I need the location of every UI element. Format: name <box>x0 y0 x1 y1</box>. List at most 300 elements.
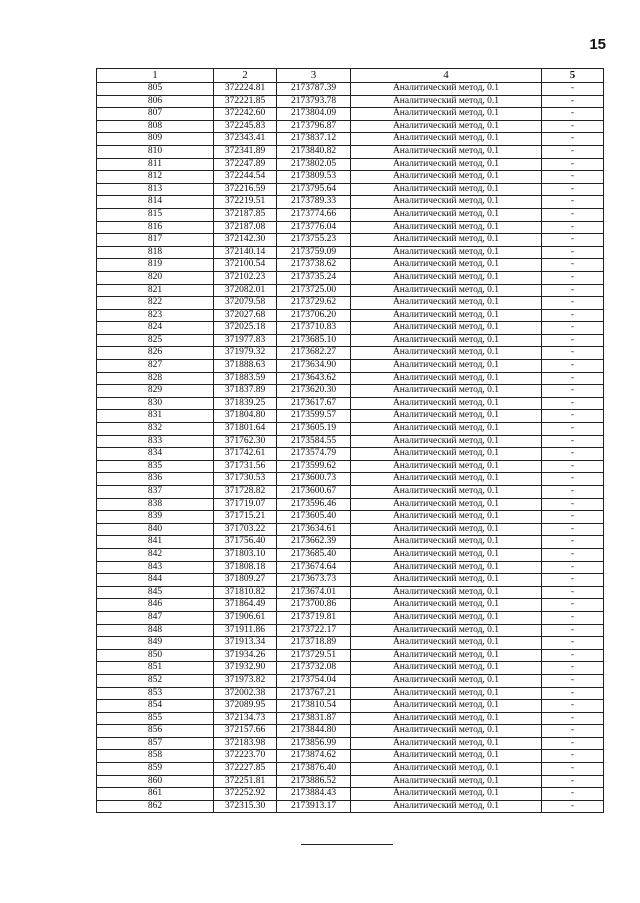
point-number-cell: 833 <box>97 435 214 448</box>
x-coordinate-cell: 371715.21 <box>214 511 277 524</box>
description-cell: - <box>542 712 604 725</box>
description-cell: - <box>542 259 604 272</box>
x-coordinate-cell: 371801.64 <box>214 423 277 436</box>
method-cell: Аналитический метод, 0.1 <box>351 586 542 599</box>
table-row <box>97 423 604 436</box>
point-number-cell: 816 <box>97 221 214 234</box>
x-coordinate-cell: 371911.86 <box>214 624 277 637</box>
description-cell: - <box>542 548 604 561</box>
point-number-cell: 859 <box>97 763 214 776</box>
x-coordinate-cell: 372221.85 <box>214 95 277 108</box>
y-coordinate-cell: 2173719.81 <box>277 611 351 624</box>
y-coordinate-cell: 2173738.62 <box>277 259 351 272</box>
description-cell: - <box>542 360 604 373</box>
table-row <box>97 322 604 335</box>
x-coordinate-cell: 372140.14 <box>214 246 277 259</box>
method-cell: Аналитический метод, 0.1 <box>351 385 542 398</box>
method-cell: Аналитический метод, 0.1 <box>351 548 542 561</box>
description-cell: - <box>542 246 604 259</box>
description-cell: - <box>542 435 604 448</box>
description-cell: - <box>542 649 604 662</box>
method-cell: Аналитический метод, 0.1 <box>351 725 542 738</box>
y-coordinate-cell: 2173599.62 <box>277 460 351 473</box>
column-header-point-number: 1 <box>97 69 214 83</box>
description-cell: - <box>542 95 604 108</box>
x-coordinate-cell: 371913.34 <box>214 637 277 650</box>
method-cell: Аналитический метод, 0.1 <box>351 763 542 776</box>
x-coordinate-cell: 372224.81 <box>214 83 277 96</box>
point-number-cell: 813 <box>97 183 214 196</box>
point-number-cell: 815 <box>97 208 214 221</box>
x-coordinate-cell: 372187.08 <box>214 221 277 234</box>
y-coordinate-cell: 2173796.87 <box>277 120 351 133</box>
description-cell: - <box>542 284 604 297</box>
y-coordinate-cell: 2173729.62 <box>277 297 351 310</box>
x-coordinate-cell: 371728.82 <box>214 486 277 499</box>
description-cell: - <box>542 511 604 524</box>
description-cell: - <box>542 208 604 221</box>
x-coordinate-cell: 372183.98 <box>214 737 277 750</box>
description-cell: - <box>542 423 604 436</box>
table-row <box>97 120 604 133</box>
point-number-cell: 828 <box>97 372 214 385</box>
description-cell: - <box>542 183 604 196</box>
method-cell: Аналитический метод, 0.1 <box>351 712 542 725</box>
point-number-cell: 832 <box>97 423 214 436</box>
y-coordinate-cell: 2173795.64 <box>277 183 351 196</box>
x-coordinate-cell: 372157.66 <box>214 725 277 738</box>
method-cell: Аналитический метод, 0.1 <box>351 108 542 121</box>
table-row <box>97 662 604 675</box>
y-coordinate-cell: 2173776.04 <box>277 221 351 234</box>
point-number-cell: 830 <box>97 397 214 410</box>
x-coordinate-cell: 371906.61 <box>214 611 277 624</box>
method-cell: Аналитический метод, 0.1 <box>351 95 542 108</box>
y-coordinate-cell: 2173685.10 <box>277 334 351 347</box>
y-coordinate-cell: 2173685.40 <box>277 548 351 561</box>
y-coordinate-cell: 2173837.12 <box>277 133 351 146</box>
y-coordinate-cell: 2173787.39 <box>277 83 351 96</box>
point-number-cell: 852 <box>97 674 214 687</box>
y-coordinate-cell: 2173755.23 <box>277 234 351 247</box>
table-row <box>97 108 604 121</box>
method-cell: Аналитический метод, 0.1 <box>351 750 542 763</box>
method-cell: Аналитический метод, 0.1 <box>351 775 542 788</box>
method-cell: Аналитический метод, 0.1 <box>351 687 542 700</box>
x-coordinate-cell: 371742.61 <box>214 448 277 461</box>
table-row <box>97 574 604 587</box>
x-coordinate-cell: 372251.81 <box>214 775 277 788</box>
method-cell: Аналитический метод, 0.1 <box>351 637 542 650</box>
table-row <box>97 221 604 234</box>
y-coordinate-cell: 2173793.78 <box>277 95 351 108</box>
point-number-cell: 835 <box>97 460 214 473</box>
x-coordinate-cell: 371756.40 <box>214 536 277 549</box>
point-number-cell: 817 <box>97 234 214 247</box>
x-coordinate-cell: 372341.89 <box>214 145 277 158</box>
y-coordinate-cell: 2173662.39 <box>277 536 351 549</box>
point-number-cell: 834 <box>97 448 214 461</box>
y-coordinate-cell: 2173886.52 <box>277 775 351 788</box>
point-number-cell: 849 <box>97 637 214 650</box>
description-cell: - <box>542 171 604 184</box>
table-row <box>97 435 604 448</box>
table-row <box>97 649 604 662</box>
y-coordinate-cell: 2173682.27 <box>277 347 351 360</box>
description-cell: - <box>542 145 604 158</box>
y-coordinate-cell: 2173722.17 <box>277 624 351 637</box>
x-coordinate-cell: 371977.83 <box>214 334 277 347</box>
point-number-cell: 858 <box>97 750 214 763</box>
description-cell: - <box>542 700 604 713</box>
point-number-cell: 808 <box>97 120 214 133</box>
description-cell: - <box>542 586 604 599</box>
y-coordinate-cell: 2173718.89 <box>277 637 351 650</box>
table-row <box>97 208 604 221</box>
point-number-cell: 831 <box>97 410 214 423</box>
method-cell: Аналитический метод, 0.1 <box>351 737 542 750</box>
method-cell: Аналитический метод, 0.1 <box>351 259 542 272</box>
table-row <box>97 561 604 574</box>
table-row <box>97 624 604 637</box>
y-coordinate-cell: 2173876.40 <box>277 763 351 776</box>
table-row <box>97 271 604 284</box>
table-row <box>97 448 604 461</box>
y-coordinate-cell: 2173856.99 <box>277 737 351 750</box>
y-coordinate-cell: 2173844.80 <box>277 725 351 738</box>
point-number-cell: 810 <box>97 145 214 158</box>
y-coordinate-cell: 2173617.67 <box>277 397 351 410</box>
x-coordinate-cell: 371809.27 <box>214 574 277 587</box>
y-coordinate-cell: 2173759.09 <box>277 246 351 259</box>
method-cell: Аналитический метод, 0.1 <box>351 171 542 184</box>
point-number-cell: 848 <box>97 624 214 637</box>
x-coordinate-cell: 372027.68 <box>214 309 277 322</box>
y-coordinate-cell: 2173840.82 <box>277 145 351 158</box>
x-coordinate-cell: 371762.30 <box>214 435 277 448</box>
point-number-cell: 818 <box>97 246 214 259</box>
x-coordinate-cell: 372245.83 <box>214 120 277 133</box>
x-coordinate-cell: 371934.26 <box>214 649 277 662</box>
method-cell: Аналитический метод, 0.1 <box>351 360 542 373</box>
method-cell: Аналитический метод, 0.1 <box>351 536 542 549</box>
point-number-cell: 824 <box>97 322 214 335</box>
y-coordinate-cell: 2173620.30 <box>277 385 351 398</box>
table-row <box>97 397 604 410</box>
description-cell: - <box>542 498 604 511</box>
description-cell: - <box>542 397 604 410</box>
y-coordinate-cell: 2173674.64 <box>277 561 351 574</box>
x-coordinate-cell: 371703.22 <box>214 523 277 536</box>
point-number-cell: 811 <box>97 158 214 171</box>
y-coordinate-cell: 2173767.21 <box>277 687 351 700</box>
table-row <box>97 410 604 423</box>
column-header-y: 3 <box>277 69 351 83</box>
description-cell: - <box>542 473 604 486</box>
x-coordinate-cell: 371888.63 <box>214 360 277 373</box>
point-number-cell: 809 <box>97 133 214 146</box>
method-cell: Аналитический метод, 0.1 <box>351 624 542 637</box>
x-coordinate-cell: 372002.38 <box>214 687 277 700</box>
description-cell: - <box>542 83 604 96</box>
description-cell: - <box>542 763 604 776</box>
description-cell: - <box>542 120 604 133</box>
description-cell: - <box>542 460 604 473</box>
x-coordinate-cell: 372079.58 <box>214 297 277 310</box>
method-cell: Аналитический метод, 0.1 <box>351 145 542 158</box>
y-coordinate-cell: 2173643.62 <box>277 372 351 385</box>
x-coordinate-cell: 371864.49 <box>214 599 277 612</box>
description-cell: - <box>542 334 604 347</box>
x-coordinate-cell: 371804.80 <box>214 410 277 423</box>
point-number-cell: 844 <box>97 574 214 587</box>
description-cell: - <box>542 611 604 624</box>
table-row <box>97 297 604 310</box>
method-cell: Аналитический метод, 0.1 <box>351 649 542 662</box>
description-cell: - <box>542 788 604 801</box>
table-row <box>97 234 604 247</box>
point-number-cell: 862 <box>97 800 214 813</box>
method-cell: Аналитический метод, 0.1 <box>351 498 542 511</box>
description-cell: - <box>542 750 604 763</box>
table-row <box>97 536 604 549</box>
y-coordinate-cell: 2173729.51 <box>277 649 351 662</box>
table-row <box>97 133 604 146</box>
point-number-cell: 856 <box>97 725 214 738</box>
table-row <box>97 372 604 385</box>
point-number-cell: 843 <box>97 561 214 574</box>
method-cell: Аналитический метод, 0.1 <box>351 334 542 347</box>
description-cell: - <box>542 662 604 675</box>
table-row <box>97 523 604 536</box>
table-row <box>97 637 604 650</box>
point-number-cell: 855 <box>97 712 214 725</box>
y-coordinate-cell: 2173605.40 <box>277 511 351 524</box>
description-cell: - <box>542 523 604 536</box>
description-cell: - <box>542 133 604 146</box>
table-row <box>97 800 604 813</box>
description-cell: - <box>542 599 604 612</box>
x-coordinate-cell: 372223.70 <box>214 750 277 763</box>
table-row <box>97 196 604 209</box>
description-cell: - <box>542 800 604 813</box>
point-number-cell: 837 <box>97 486 214 499</box>
x-coordinate-cell: 372142.30 <box>214 234 277 247</box>
x-coordinate-cell: 372187.85 <box>214 208 277 221</box>
table-row <box>97 687 604 700</box>
y-coordinate-cell: 2173789.33 <box>277 196 351 209</box>
y-coordinate-cell: 2173735.24 <box>277 271 351 284</box>
point-number-cell: 853 <box>97 687 214 700</box>
table-row <box>97 83 604 96</box>
table-row <box>97 246 604 259</box>
table-row <box>97 700 604 713</box>
x-coordinate-cell: 372089.95 <box>214 700 277 713</box>
table-row <box>97 473 604 486</box>
point-number-cell: 847 <box>97 611 214 624</box>
description-cell: - <box>542 725 604 738</box>
description-cell: - <box>542 737 604 750</box>
table-row <box>97 95 604 108</box>
column-header-x: 2 <box>214 69 277 83</box>
table-row <box>97 498 604 511</box>
method-cell: Аналитический метод, 0.1 <box>351 486 542 499</box>
method-cell: Аналитический метод, 0.1 <box>351 183 542 196</box>
method-cell: Аналитический метод, 0.1 <box>351 221 542 234</box>
x-coordinate-cell: 371979.32 <box>214 347 277 360</box>
description-cell: - <box>542 196 604 209</box>
x-coordinate-cell: 372227.85 <box>214 763 277 776</box>
y-coordinate-cell: 2173831.87 <box>277 712 351 725</box>
x-coordinate-cell: 372244.54 <box>214 171 277 184</box>
method-cell: Аналитический метод, 0.1 <box>351 788 542 801</box>
point-number-cell: 814 <box>97 196 214 209</box>
x-coordinate-cell: 371803.10 <box>214 548 277 561</box>
y-coordinate-cell: 2173802.05 <box>277 158 351 171</box>
point-number-cell: 854 <box>97 700 214 713</box>
x-coordinate-cell: 372315.30 <box>214 800 277 813</box>
page-number: 15 <box>589 36 606 53</box>
y-coordinate-cell: 2173754.04 <box>277 674 351 687</box>
y-coordinate-cell: 2173605.19 <box>277 423 351 436</box>
x-coordinate-cell: 371973.82 <box>214 674 277 687</box>
y-coordinate-cell: 2173804.09 <box>277 108 351 121</box>
method-cell: Аналитический метод, 0.1 <box>351 196 542 209</box>
point-number-cell: 823 <box>97 309 214 322</box>
table-header-row <box>97 69 604 83</box>
method-cell: Аналитический метод, 0.1 <box>351 246 542 259</box>
x-coordinate-cell: 372247.89 <box>214 158 277 171</box>
method-cell: Аналитический метод, 0.1 <box>351 133 542 146</box>
x-coordinate-cell: 372100.54 <box>214 259 277 272</box>
description-cell: - <box>542 637 604 650</box>
y-coordinate-cell: 2173710.83 <box>277 322 351 335</box>
description-cell: - <box>542 322 604 335</box>
description-cell: - <box>542 221 604 234</box>
table-row <box>97 158 604 171</box>
description-cell: - <box>542 775 604 788</box>
method-cell: Аналитический метод, 0.1 <box>351 271 542 284</box>
method-cell: Аналитический метод, 0.1 <box>351 208 542 221</box>
point-number-cell: 827 <box>97 360 214 373</box>
method-cell: Аналитический метод, 0.1 <box>351 511 542 524</box>
y-coordinate-cell: 2173874.62 <box>277 750 351 763</box>
point-number-cell: 860 <box>97 775 214 788</box>
x-coordinate-cell: 372242.60 <box>214 108 277 121</box>
y-coordinate-cell: 2173600.67 <box>277 486 351 499</box>
point-number-cell: 836 <box>97 473 214 486</box>
method-cell: Аналитический метод, 0.1 <box>351 120 542 133</box>
description-cell: - <box>542 297 604 310</box>
description-cell: - <box>542 309 604 322</box>
table-row <box>97 486 604 499</box>
footer-rule <box>301 844 393 845</box>
method-cell: Аналитический метод, 0.1 <box>351 347 542 360</box>
description-cell: - <box>542 687 604 700</box>
method-cell: Аналитический метод, 0.1 <box>351 460 542 473</box>
coordinates-table <box>96 68 604 813</box>
method-cell: Аналитический метод, 0.1 <box>351 561 542 574</box>
method-cell: Аналитический метод, 0.1 <box>351 397 542 410</box>
point-number-cell: 812 <box>97 171 214 184</box>
table-row <box>97 511 604 524</box>
x-coordinate-cell: 372134.73 <box>214 712 277 725</box>
method-cell: Аналитический метод, 0.1 <box>351 83 542 96</box>
table-row <box>97 788 604 801</box>
x-coordinate-cell: 371731.56 <box>214 460 277 473</box>
point-number-cell: 850 <box>97 649 214 662</box>
table-row <box>97 586 604 599</box>
method-cell: Аналитический метод, 0.1 <box>351 611 542 624</box>
table-row <box>97 360 604 373</box>
y-coordinate-cell: 2173674.01 <box>277 586 351 599</box>
point-number-cell: 819 <box>97 259 214 272</box>
x-coordinate-cell: 372219.51 <box>214 196 277 209</box>
point-number-cell: 842 <box>97 548 214 561</box>
point-number-cell: 806 <box>97 95 214 108</box>
method-cell: Аналитический метод, 0.1 <box>351 234 542 247</box>
table-row <box>97 712 604 725</box>
point-number-cell: 822 <box>97 297 214 310</box>
method-cell: Аналитический метод, 0.1 <box>351 297 542 310</box>
description-cell: - <box>542 674 604 687</box>
point-number-cell: 807 <box>97 108 214 121</box>
y-coordinate-cell: 2173584.55 <box>277 435 351 448</box>
table-row <box>97 611 604 624</box>
method-cell: Аналитический метод, 0.1 <box>351 158 542 171</box>
y-coordinate-cell: 2173599.57 <box>277 410 351 423</box>
table-row <box>97 309 604 322</box>
method-cell: Аналитический метод, 0.1 <box>351 448 542 461</box>
x-coordinate-cell: 371932.90 <box>214 662 277 675</box>
description-cell: - <box>542 385 604 398</box>
y-coordinate-cell: 2173884.43 <box>277 788 351 801</box>
table-row <box>97 775 604 788</box>
description-cell: - <box>542 372 604 385</box>
table-row <box>97 674 604 687</box>
method-cell: Аналитический метод, 0.1 <box>351 309 542 322</box>
table-row <box>97 750 604 763</box>
table-row <box>97 548 604 561</box>
description-cell: - <box>542 158 604 171</box>
x-coordinate-cell: 372025.18 <box>214 322 277 335</box>
y-coordinate-cell: 2173725.00 <box>277 284 351 297</box>
method-cell: Аналитический метод, 0.1 <box>351 599 542 612</box>
method-cell: Аналитический метод, 0.1 <box>351 700 542 713</box>
method-cell: Аналитический метод, 0.1 <box>351 473 542 486</box>
method-cell: Аналитический метод, 0.1 <box>351 523 542 536</box>
point-number-cell: 851 <box>97 662 214 675</box>
table-row <box>97 183 604 196</box>
point-number-cell: 861 <box>97 788 214 801</box>
point-number-cell: 840 <box>97 523 214 536</box>
point-number-cell: 839 <box>97 511 214 524</box>
method-cell: Аналитический метод, 0.1 <box>351 662 542 675</box>
point-number-cell: 825 <box>97 334 214 347</box>
table-row <box>97 599 604 612</box>
y-coordinate-cell: 2173706.20 <box>277 309 351 322</box>
table-row <box>97 284 604 297</box>
y-coordinate-cell: 2173810.54 <box>277 700 351 713</box>
y-coordinate-cell: 2173913.17 <box>277 800 351 813</box>
y-coordinate-cell: 2173673.73 <box>277 574 351 587</box>
x-coordinate-cell: 372343.41 <box>214 133 277 146</box>
column-header-method: 4 <box>351 69 542 83</box>
x-coordinate-cell: 371883.59 <box>214 372 277 385</box>
x-coordinate-cell: 372082.01 <box>214 284 277 297</box>
description-cell: - <box>542 108 604 121</box>
table-row <box>97 334 604 347</box>
